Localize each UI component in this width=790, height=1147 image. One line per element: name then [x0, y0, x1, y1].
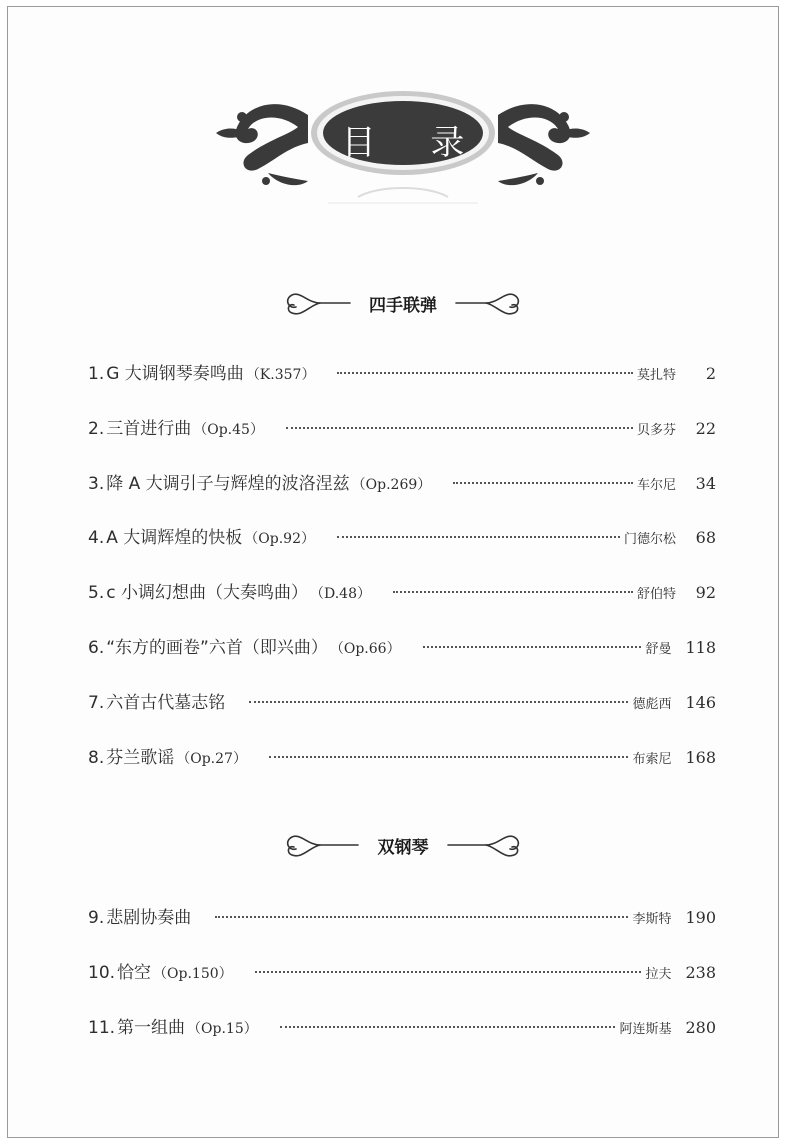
entry-number: 3. — [88, 474, 105, 494]
dot-leader — [393, 591, 633, 593]
entry-number: 7. — [88, 693, 105, 713]
entry-opus: （Op.15） — [187, 1021, 258, 1037]
entry-title: 第一组曲 — [117, 1018, 186, 1038]
toc-entry[interactable] — [88, 523, 716, 551]
entry-number: 11. — [88, 1018, 116, 1038]
entry-opus: （Op.45） — [193, 422, 264, 438]
entry-title: 六首古代墓志铭 — [106, 693, 226, 713]
entry-opus: （Op.66） — [329, 641, 401, 657]
dot-leader — [215, 916, 628, 918]
entry-composer: 德彪西 — [632, 697, 672, 712]
entry-page: 168 — [685, 748, 716, 767]
entry-number: 1. — [88, 364, 105, 384]
title-ornament — [208, 85, 598, 205]
entry-composer: 布索尼 — [632, 752, 672, 767]
entry-number: 2. — [88, 419, 105, 439]
entry-opus: （D.48） — [309, 586, 371, 602]
entry-title: 降 A 大调引子与辉煌的波洛涅兹 — [106, 474, 350, 494]
entry-page: 190 — [685, 908, 716, 927]
entry-title: 芬兰歌谣 — [106, 748, 175, 768]
entry-opus: （Op.92） — [244, 531, 315, 547]
entry-number: 9. — [88, 908, 105, 928]
entry-opus: （Op.150） — [153, 966, 233, 982]
dot-leader — [249, 701, 628, 703]
entry-title: 三首进行曲 — [106, 419, 192, 439]
entry-composer: 贝多芬 — [636, 423, 676, 438]
entry-page: 22 — [695, 419, 716, 438]
entry-title: 恰空 — [117, 963, 152, 983]
entry-composer: 门德尔松 — [623, 532, 676, 547]
entry-composer: 舒曼 — [645, 642, 672, 657]
dot-leader — [280, 1026, 616, 1028]
dot-leader — [423, 646, 642, 648]
entry-number: 5. — [88, 583, 105, 603]
toc-entry[interactable] — [88, 743, 716, 771]
toc-entry[interactable] — [88, 359, 716, 387]
toc-entry[interactable] — [88, 633, 716, 661]
entry-page: 146 — [685, 693, 716, 712]
section-label: 四手联弹 — [369, 296, 437, 316]
entry-opus: （Op.269） — [351, 477, 432, 493]
section-header-four-hands — [278, 283, 528, 323]
dot-leader — [453, 482, 633, 484]
entry-title: 悲剧协奏曲 — [106, 908, 192, 928]
entry-title: c 小调幻想曲（大奏鸣曲） — [106, 583, 308, 603]
entry-page: 68 — [695, 528, 716, 547]
entry-number: 4. — [88, 528, 105, 548]
entry-opus: （Op.27） — [176, 751, 247, 767]
dot-leader — [269, 756, 628, 758]
toc-entry[interactable] — [88, 578, 716, 606]
entry-composer: 舒伯特 — [636, 587, 676, 602]
dot-leader — [337, 536, 620, 538]
entry-title: G 大调钢琴奏鸣曲 — [106, 364, 244, 384]
toc-entry[interactable] — [88, 958, 716, 986]
dot-leader — [286, 427, 633, 429]
entry-composer: 莫扎特 — [636, 368, 676, 383]
entry-number: 8. — [88, 748, 105, 768]
toc-entry[interactable] — [88, 469, 716, 497]
entry-composer: 拉夫 — [645, 967, 672, 982]
entry-composer: 李斯特 — [632, 912, 672, 927]
toc-entry[interactable] — [88, 903, 716, 931]
entry-page: 34 — [695, 474, 716, 493]
entry-title: A 大调辉煌的快板 — [106, 528, 243, 548]
toc-entry[interactable] — [88, 1013, 716, 1041]
entry-number: 10. — [88, 963, 116, 983]
entry-page: 118 — [685, 638, 716, 657]
entry-composer: 阿连斯基 — [619, 1022, 672, 1037]
entry-composer: 车尔尼 — [636, 478, 676, 493]
toc-entry[interactable] — [88, 688, 716, 716]
entry-page: 280 — [685, 1018, 716, 1037]
toc-entry[interactable] — [88, 414, 716, 442]
page-title: 目 录 — [341, 123, 487, 163]
entry-page: 92 — [695, 583, 716, 602]
section-header-two-pianos — [278, 825, 528, 865]
entry-page: 2 — [705, 364, 716, 383]
dot-leader — [337, 372, 633, 374]
entry-page: 238 — [685, 963, 716, 982]
page — [7, 6, 779, 1138]
dot-leader — [255, 971, 642, 973]
entry-title: “东方的画卷”六首（即兴曲） — [106, 638, 328, 658]
entry-opus: （K.357） — [245, 367, 316, 383]
section-label: 双钢琴 — [377, 838, 429, 858]
entry-number: 6. — [88, 638, 105, 658]
